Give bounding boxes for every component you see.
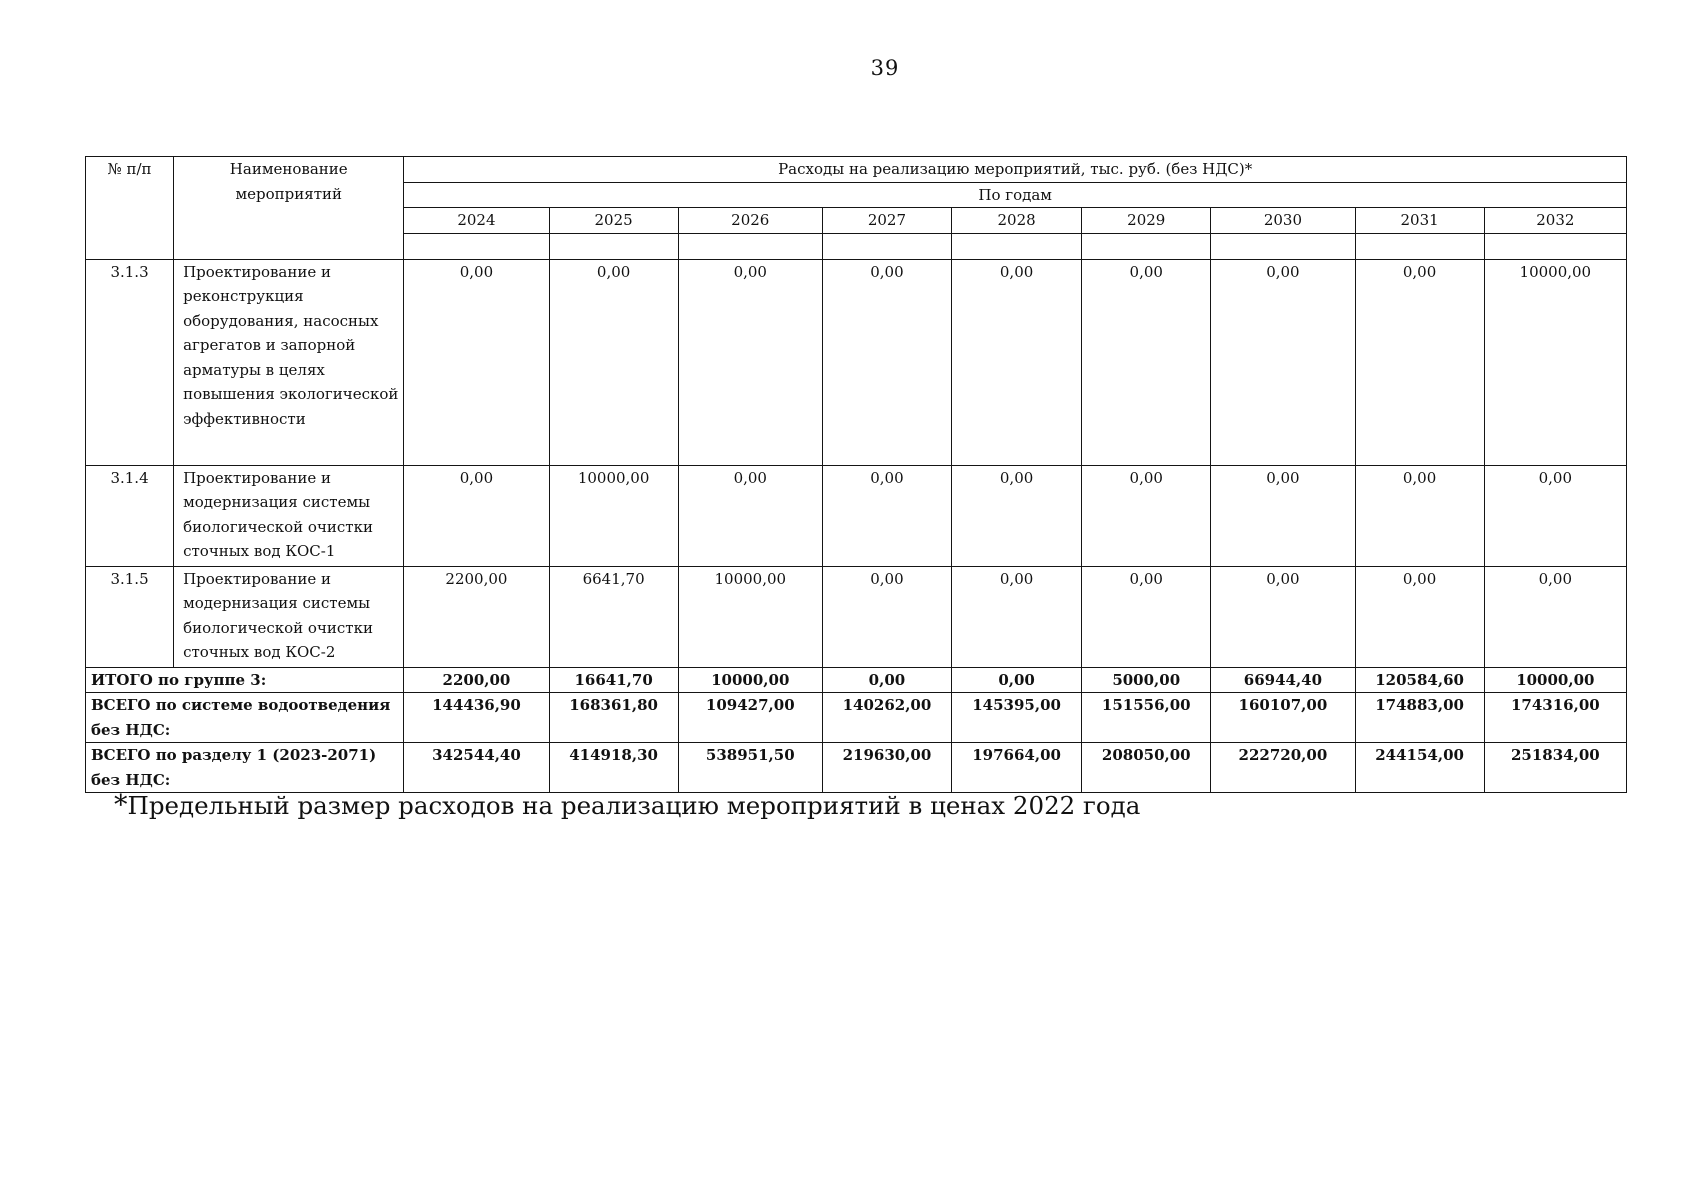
total-row (86, 693, 1627, 743)
total-value: 342544,40 (404, 743, 549, 793)
total-value: 222720,00 (1211, 743, 1355, 793)
total-label: ИТОГО по группе 3: (86, 667, 404, 693)
row-value: 0,00 (1484, 566, 1626, 667)
total-row (86, 667, 1627, 693)
row-name: Проектирование и модернизация системы биологической очистки сточных вод КОС-1 (174, 465, 404, 566)
row-value: 0,00 (678, 465, 822, 566)
row-name: Проектирование и модернизация системы биологической очистки сточных вод КОС-2 (174, 566, 404, 667)
footnote (114, 790, 1140, 821)
row-index: 3.1.3 (86, 259, 174, 465)
row-value: 0,00 (678, 259, 822, 465)
row-value: 0,00 (952, 566, 1082, 667)
total-value: 538951,50 (678, 743, 822, 793)
total-value: 120584,60 (1355, 667, 1484, 693)
row-value: 0,00 (952, 259, 1082, 465)
header-expenses: Расходы на реализацию мероприятий, тыс. руб. (без НДС)* (404, 157, 1627, 183)
row-value: 0,00 (952, 465, 1082, 566)
row-value: 0,00 (1484, 465, 1626, 566)
total-value: 251834,00 (1484, 743, 1626, 793)
header-year: 2029 (1082, 208, 1211, 234)
row-index: 3.1.4 (86, 465, 174, 566)
header-year: 2025 (549, 208, 678, 234)
total-value: 144436,90 (404, 693, 549, 743)
total-value: 208050,00 (1082, 743, 1211, 793)
total-value: 10000,00 (1484, 667, 1626, 693)
header-index: № п/п (86, 157, 174, 260)
table-row (86, 465, 1627, 566)
row-value: 0,00 (1355, 566, 1484, 667)
total-value: 0,00 (822, 667, 951, 693)
table-row (86, 259, 1627, 465)
total-value: 2200,00 (404, 667, 549, 693)
total-value: 145395,00 (952, 693, 1082, 743)
total-value: 0,00 (952, 667, 1082, 693)
total-value: 197664,00 (952, 743, 1082, 793)
table-row (86, 566, 1627, 667)
total-value: 168361,80 (549, 693, 678, 743)
row-value: 0,00 (822, 259, 951, 465)
total-value: 140262,00 (822, 693, 951, 743)
total-value: 109427,00 (678, 693, 822, 743)
row-value: 10000,00 (678, 566, 822, 667)
footnote-text: Предельный размер расходов на реализацию мероприятий в ценах 2022 года (127, 791, 1141, 820)
total-value: 5000,00 (1082, 667, 1211, 693)
total-value: 160107,00 (1211, 693, 1355, 743)
row-value: 0,00 (1082, 259, 1211, 465)
row-value: 10000,00 (549, 465, 678, 566)
row-value: 6641,70 (549, 566, 678, 667)
header-by-years: По годам (404, 182, 1627, 208)
total-value: 66944,40 (1211, 667, 1355, 693)
row-value: 0,00 (549, 259, 678, 465)
row-value: 0,00 (822, 465, 951, 566)
total-row (86, 743, 1627, 793)
total-value: 151556,00 (1082, 693, 1211, 743)
row-value: 0,00 (404, 259, 549, 465)
total-value: 244154,00 (1355, 743, 1484, 793)
row-value: 0,00 (1211, 259, 1355, 465)
header-year: 2028 (952, 208, 1082, 234)
row-name: Проектирование и реконструкция оборудования, насосных агрегатов и запорной арматуры в целях повышения экологической эффективности (174, 259, 404, 465)
row-value: 0,00 (1355, 465, 1484, 566)
total-value: 174883,00 (1355, 693, 1484, 743)
row-value: 0,00 (1082, 465, 1211, 566)
row-value: 0,00 (1211, 465, 1355, 566)
row-index: 3.1.5 (86, 566, 174, 667)
total-label: ВСЕГО по системе водоотведения без НДС: (86, 693, 404, 743)
row-value: 0,00 (404, 465, 549, 566)
total-value: 10000,00 (678, 667, 822, 693)
row-value: 0,00 (1211, 566, 1355, 667)
row-value: 0,00 (1082, 566, 1211, 667)
header-year: 2031 (1355, 208, 1484, 234)
total-value: 174316,00 (1484, 693, 1626, 743)
row-value: 2200,00 (404, 566, 549, 667)
row-value: 10000,00 (1484, 259, 1626, 465)
total-value: 414918,30 (549, 743, 678, 793)
header-year: 2027 (822, 208, 951, 234)
row-value: 0,00 (822, 566, 951, 667)
footnote-marker: * (114, 790, 128, 821)
header-year: 2032 (1484, 208, 1626, 234)
header-year: 2030 (1211, 208, 1355, 234)
total-value: 219630,00 (822, 743, 951, 793)
header-name: Наименование мероприятий (174, 157, 404, 260)
total-label: ВСЕГО по разделу 1 (2023-2071) без НДС: (86, 743, 404, 793)
header-year: 2024 (404, 208, 549, 234)
header-year: 2026 (678, 208, 822, 234)
page-number: 39 (870, 56, 900, 80)
total-value: 16641,70 (549, 667, 678, 693)
expenses-table (85, 156, 1627, 793)
row-value: 0,00 (1355, 259, 1484, 465)
